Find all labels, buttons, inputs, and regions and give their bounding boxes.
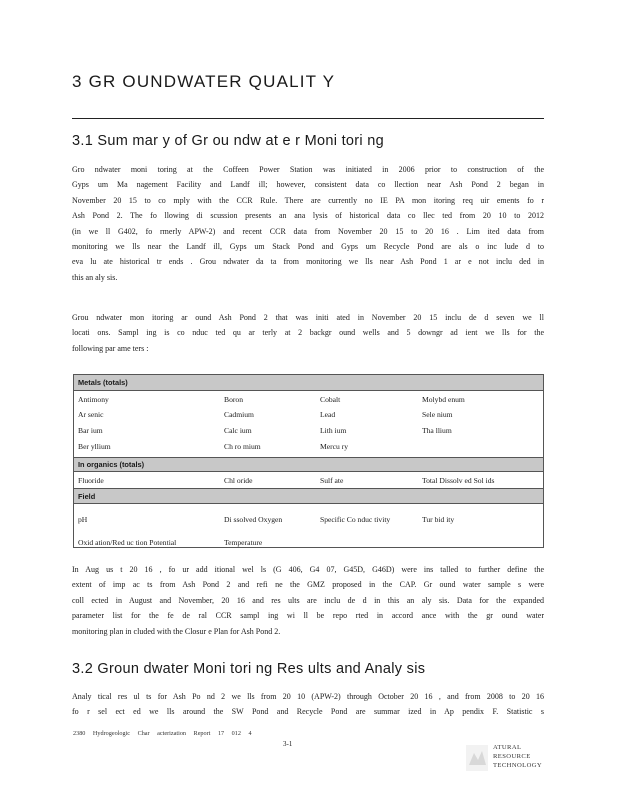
parameter-table: [73, 374, 544, 548]
table-cell: Ch ro mium: [224, 442, 261, 451]
paragraph-results: [72, 689, 544, 720]
table-cell: Tha llium: [422, 426, 452, 435]
footer-report-id: 2380 Hydrogeologic Char acterization Report 17 012 4: [73, 730, 252, 737]
paragraph-line: fo r sel ect ed we lls around the SW Pond and Recycle Pond are summar ized in Ap pendix F. Statistic s: [72, 707, 544, 717]
paragraph-line: coll ected in August and November, 20 16 and res ults are inclu de d in this an aly sis. Data for the expanded: [72, 595, 544, 605]
paragraph-line: this an aly sis.: [72, 272, 118, 282]
paragraph-line: locati ons. Sampl ing is co nduc ted qu ar terly at 2 backgr ound wells and 5 downgr ad ient we lls for the: [72, 328, 544, 338]
section-heading-3-2: 3.2 Groun dwater Moni tori ng Res ults and Analy sis: [72, 661, 426, 677]
logo-line: ATURAL: [493, 744, 522, 751]
table-cell: Boron: [224, 395, 243, 404]
table-cell: Mercu ry: [320, 442, 349, 451]
logo-line: TECHNOLOGY: [493, 762, 543, 769]
paragraph-line: following par ame ters :: [72, 343, 149, 353]
table-cell: Oxid ation/Red uc tion Potential: [78, 538, 177, 547]
table-group-header-inorganics: In organics (totals): [74, 457, 543, 472]
paragraph-line: extent of imp ac ts from Ash Pond 2 and refi ne the GMZ proposed in the CAP. Gr ound water sample s were: [72, 580, 544, 590]
paragraph-line: Analy tical res ul ts for Ash Po nd 2 we lls from 20 10 (APW-2) through October 20 16 , and from 2008 to 20 16: [72, 692, 544, 701]
table-cell: Specific Co nduc tivity: [320, 515, 391, 524]
paragraph-line: Grou ndwater mon itoring ar ound Ash Pond 2 that was initi ated in November 20 15 inclu de d seven we ll: [72, 313, 544, 322]
table-cell: Tur bid ity: [422, 515, 455, 524]
table-cell: Temperature: [224, 538, 263, 547]
table-cell: Ar senic: [78, 410, 104, 419]
table-cell: Fluoride: [78, 476, 104, 485]
paragraph-summary: [72, 162, 544, 285]
paragraph-line: monitoring we lls near the Landf ill, Gyps um Stack Pond and Gyps um Recycle Pond are als o inc lude d to: [72, 241, 544, 251]
paragraph-line: November 20 15 to co mply with the CCR Rule. There are currently no IE PA mon itoring req uir ements fo r: [72, 195, 544, 205]
company-logo-text: [493, 743, 542, 770]
paragraph-line: monitoring plan in cluded with the Closur e Plan for Ash Pond 2.: [72, 626, 281, 636]
paragraph-additional-wells: [72, 562, 544, 639]
paragraph-line: Gyps um Ma nagement Facility and Landf ill; however, consistent data co llection near Ash Pond 2 began in: [72, 180, 544, 190]
table-cell: Sulf ate: [320, 476, 344, 485]
table-cell: pH: [78, 515, 88, 524]
chapter-rule: [72, 118, 544, 119]
chapter-title: 3 GR OUNDWATER QUALIT Y: [72, 72, 336, 91]
paragraph-line: Gro ndwater moni toring at the Coffeen Power Station was initiated in 2006 prior to construction of the: [72, 165, 544, 174]
table-cell: Bar ium: [78, 426, 103, 435]
paragraph-line: In Aug us t 20 16 , fo ur add itional wel ls (G 406, G4 07, G45D, G46D) were ins talled to further define the: [72, 565, 544, 574]
company-logo-icon: [466, 745, 488, 771]
table-cell: Molybd enum: [422, 395, 465, 404]
paragraph-line: eva lu ate historical tr ends . Grou ndwater da ta from monitoring we lls near Ash Pond 1 ar e not inclu ded in: [72, 257, 544, 267]
table-cell: Total Dissolv ed Sol ids: [422, 476, 495, 485]
table-cell: Calc ium: [224, 426, 252, 435]
table-cell: Cadmium: [224, 410, 254, 419]
paragraph-monitoring: [72, 310, 544, 356]
paragraph-line: Ash Pond 2. The fo llowing di scussion presents an ana lysis of historical data co llec ted from 20 10 to 2012: [72, 211, 544, 221]
table-cell: Lead: [320, 410, 336, 419]
table-group-header-field: Field: [74, 488, 543, 504]
page-number: 3-1: [283, 740, 293, 748]
table-cell: Chl oride: [224, 476, 253, 485]
table-cell: Cobalt: [320, 395, 341, 404]
logo-line: RESOURCE: [493, 753, 531, 760]
paragraph-line: (in we ll G402, fo rmerly APW-2) and recent CCR data from November 20 15 to 20 16 . Lim ited data from: [72, 226, 544, 236]
table-cell: Ber yllium: [78, 442, 111, 451]
table-cell: Antimony: [78, 395, 109, 404]
table-cell: Sele nium: [422, 410, 453, 419]
section-heading-3-1: 3.1 Sum mar y of Gr ou ndw at e r Moni tori ng: [72, 133, 384, 149]
paragraph-line: parameter list for the fe de ral CCR sampl ing wi ll be repo rted in accord ance with the gr ound water: [72, 611, 544, 621]
table-cell: Di ssolved Oxygen: [224, 515, 283, 524]
table-cell: Lith ium: [320, 426, 347, 435]
table-group-header-metals: Metals (totals): [74, 375, 543, 391]
